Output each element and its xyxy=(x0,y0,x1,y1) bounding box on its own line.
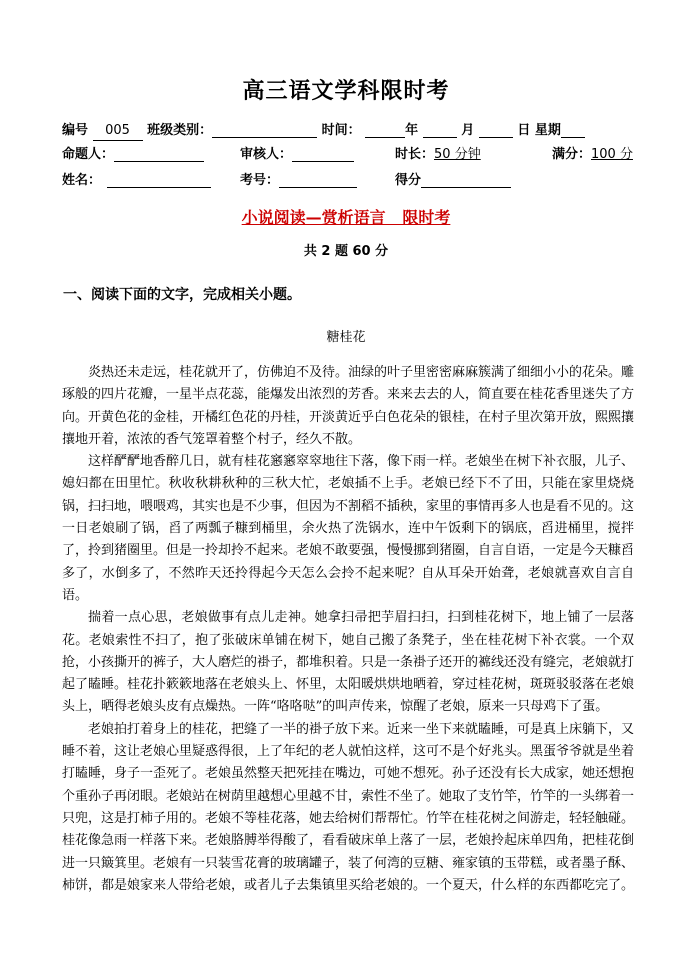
weekday-blank[interactable] xyxy=(561,122,585,138)
name-group xyxy=(62,172,211,190)
exam-no-group xyxy=(240,172,357,190)
author-blank[interactable] xyxy=(114,146,204,162)
total-points: 共 2 题 60 分 xyxy=(303,244,389,259)
year-label: 年 xyxy=(405,123,419,138)
time-label: 时间： xyxy=(321,123,361,138)
exam-title: 高三语文学科限时考 xyxy=(242,79,450,104)
header-row-1 xyxy=(62,122,585,140)
passage-body xyxy=(62,362,634,897)
duration-value: 50 分钟 xyxy=(434,147,481,162)
weekday-label: 星期 xyxy=(534,123,561,138)
score-blank[interactable] xyxy=(421,172,511,188)
exam-no-blank[interactable] xyxy=(279,172,357,188)
day-blank[interactable] xyxy=(479,122,513,138)
reviewer-label: 审核人： xyxy=(240,147,293,162)
class-blank[interactable] xyxy=(212,122,317,138)
author-label: 命题人： xyxy=(62,147,115,162)
full-score-group xyxy=(552,146,633,164)
full-score-label: 满分： xyxy=(552,147,592,162)
full-score-value: 100 分 xyxy=(591,147,633,162)
paragraph: 老娘拍打着身上的桂花，把缝了一半的褂子放下来。近来一坐下来就瞌睡，可是真上床躺下，又睡不着，这让老娘心里疑惑得很，上了年纪的老人就怕这样，这可不是个好兆头。黑蛋爷爷就是坐着打瞌睡，身子一歪死了。老娘虽然整天把死挂在嘴边，可她不想死。孙子还没有长大成家，她还想抱个重孙子再闭眼。老娘站在树荫里越想心里越不甘，索性不坐了。她取了支竹竿，竹竿的一头绑着一只兜，这是打柿子用的。老娘不等桂花落，她去给树们帮帮忙。竹竿在桂花树之间游走，轻轻触碰。桂花像急雨一样落下来。老娘胳膊举得酸了，看看破床单上落了一层，老娘拎起床单四角，把桂花倒进一只簸箕里。老娘有一只装雪花膏的玻璃罐子，装了何湾的豆糖、雍家镇的玉带糕，或者墨子酥、柿饼，都是娘家来人带给老娘，或者儿子去集镇里买给老娘的。一个夏天，什么样的东西都吃完了。 xyxy=(62,721,635,893)
header-row-2 xyxy=(62,146,204,164)
id-label: 编号 xyxy=(62,123,89,138)
id-value: 005 xyxy=(105,123,130,138)
passage-title: 糖桂花 xyxy=(326,330,366,345)
score-group xyxy=(395,172,511,190)
duration-label: 时长： xyxy=(395,147,435,162)
name-label: 姓名： xyxy=(62,173,102,188)
reviewer-blank[interactable] xyxy=(292,146,354,162)
month-blank[interactable] xyxy=(423,122,457,138)
duration-group xyxy=(395,146,481,164)
exam-no-label: 考号： xyxy=(240,173,280,188)
paragraph: 揣着一点心思，老娘做事有点儿走神。她拿扫帚把芋眉扫扫，扫到桂花树下，地上铺了一层落花。老娘索性不扫了，抱了张破床单铺在树下，她自己搬了条凳子，坐在桂花树下补衣裳。一个双抢，小孩撕开的裤子，大人磨烂的褂子，都堆积着。只是一条褂子还开的褯线还没有缝完，老娘就打起了瞌睡。桂花扑簌簌地落在老娘头上、怀里，太阳暖烘烘地晒着，穿过桂花树，斑斑驳驳落在老娘头上，晒得老娘头皮有点燥热。一阵“咯咯哒”的叫声传来，惊醒了老娘，原来一只母鸡下了蛋。 xyxy=(62,610,635,715)
day-label: 日 xyxy=(517,123,531,138)
year-blank[interactable] xyxy=(365,122,405,138)
class-label: 班级类别： xyxy=(147,123,213,138)
paragraph: 这样酽酽地香醉几日，就有桂花窸窸窣窣地往下落，像下雨一样。老娘坐在树下补衣服，儿子、媳妇都在田里忙。秋收秋耕秋种的三秋大忙，老娘插不上手。老娘已经下不了田，只能在家里烧烧锅，扫扫地，喂喂鸡，其实也是不少事，但因为不割稻不插秧，家里的事情再多人也是看不见的。这一日老娘刷了锅，舀了两瓢子糠到桶里，余火热了洗锅水，连中午饭剩下的锅底，舀进桶里，搅拌了，拎到猪圈里。但是一拎却拎不起来。老娘不敢要强，慢慢挪到猪圈，自言自语，一定是今天糠舀多了，水倒多了，不然昨天还拎得起今天怎么会拎不起来呢？自从耳朵开始聋，老娘就喜欢自言自语。 xyxy=(62,454,635,603)
section-subtitle: 小说阅读—赏析语言 限时考 xyxy=(241,208,451,227)
name-blank[interactable] xyxy=(107,172,211,188)
reviewer-group xyxy=(240,146,354,164)
month-label: 月 xyxy=(461,123,475,138)
paragraph: 炎热还未走远，桂花就开了，仿佛迫不及待。油绿的叶子里密密麻麻簇满了细细小小的花朵。雕琢般的四片花瓣，一星半点花蕊，能爆发出浓烈的芳香。来来去去的人，简直要在桂花香里迷失了方向。开黄色花的金桂，开橘红色花的丹桂，开淡黄近乎白色花朵的银桂，在村子里次第开放，熙熙攘攘地开着，浓浓的香气笼罩着整个村子，经久不散。 xyxy=(62,365,635,447)
section-heading: 一、阅读下面的文字，完成相关小题。 xyxy=(63,287,301,303)
score-label: 得分 xyxy=(395,173,422,188)
